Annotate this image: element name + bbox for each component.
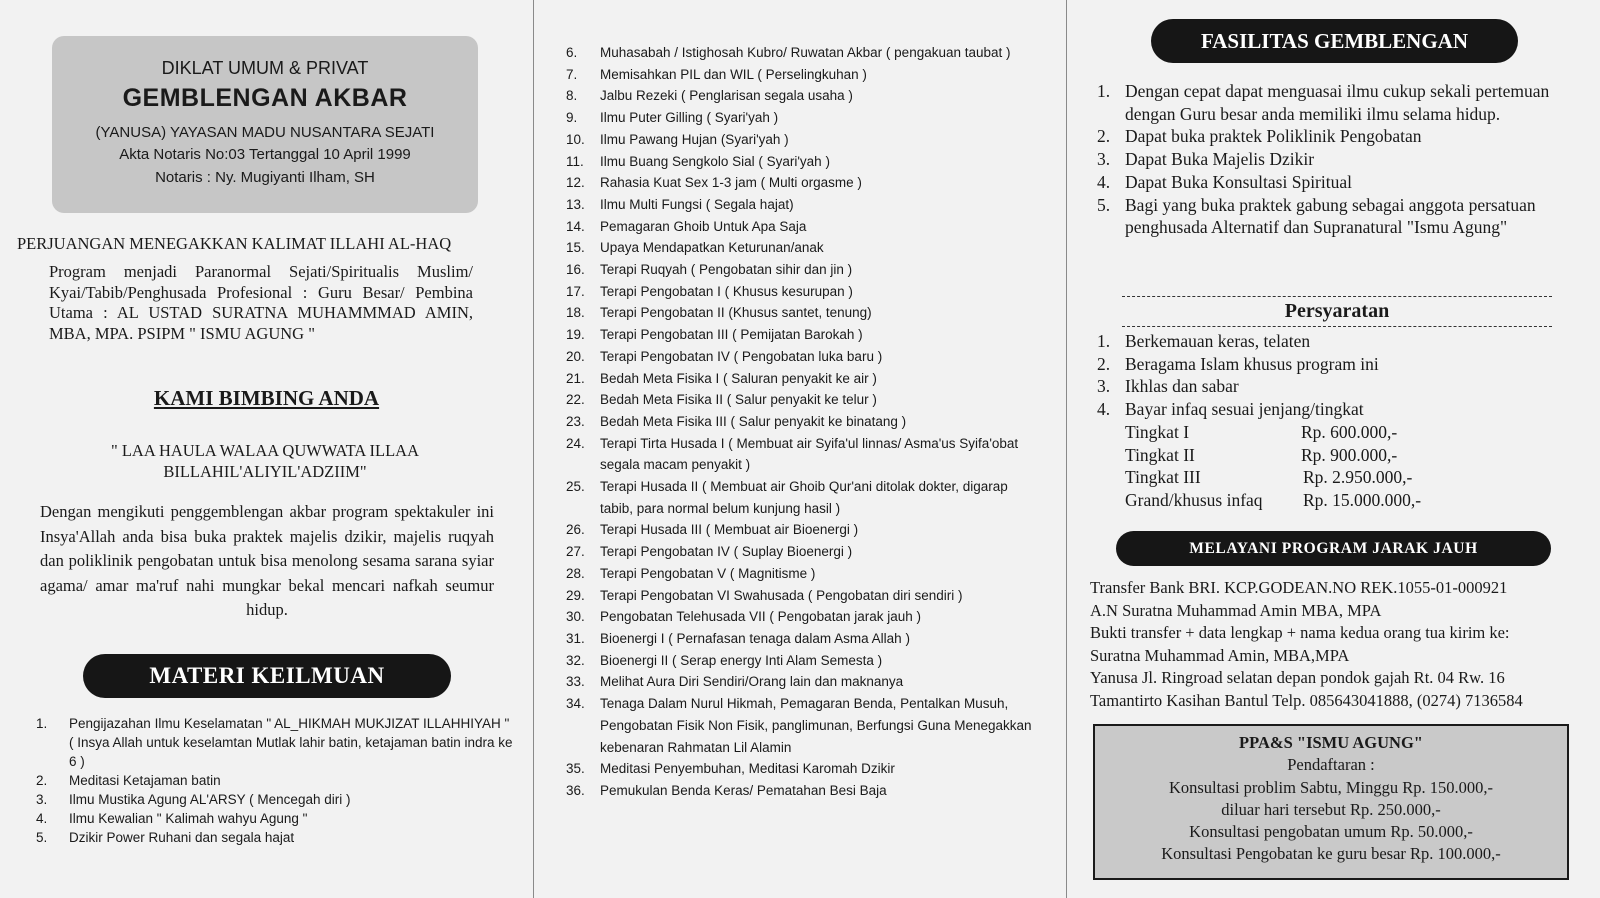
list-item-number: 6. [566, 45, 578, 60]
list-item-text: Ilmu Puter Gilling ( Syari'yah ) [600, 110, 779, 126]
list-item [566, 107, 1036, 129]
list-item-number: 4. [1097, 399, 1111, 420]
registration-box [1093, 724, 1569, 880]
list-item-number: 35. [566, 761, 585, 777]
list-item-text: Terapi Pengobatan VI Swahusada ( Pengobatan diri sendiri ) [600, 587, 963, 603]
list-item-number: 16. [566, 262, 585, 278]
transfer-info [1090, 577, 1595, 712]
list-item [566, 433, 1036, 476]
list-item-number: 30. [566, 609, 585, 625]
list-item [566, 42, 1036, 64]
list-item [566, 64, 1036, 86]
list-item-number: 18. [566, 305, 585, 321]
list-item-number: 24. [566, 435, 585, 451]
transfer-line: A.N Suratna Muhammad Amin MBA, MPA [1090, 600, 1382, 620]
list-item [1097, 80, 1577, 125]
list-item-text: Dengan cepat dapat menguasai ilmu cukup sekali pertemuan dengan Guru besar anda memiliki ilmu selama hidup. [1125, 81, 1550, 124]
list-item [566, 585, 1036, 607]
list-item [566, 172, 1036, 194]
list-item-text: Melihat Aura Diri Sendiri/Orang lain dan maknanya [600, 674, 904, 690]
registration-line: diluar hari tersebut Rp. 250.000,- [1221, 799, 1441, 819]
materi-list-continued [566, 42, 1036, 802]
list-item-text: Rahasia Kuat Sex 1-3 jam ( Multi orgasme ) [600, 175, 862, 191]
list-item-number: 33. [566, 674, 585, 690]
list-item [566, 606, 1036, 628]
header-notary-deed: Akta Notaris No:03 Tertanggal 10 April 1999 [119, 146, 411, 163]
list-item [36, 809, 516, 828]
list-item [566, 346, 1036, 368]
list-item [36, 828, 516, 847]
fasilitas-list [1097, 80, 1577, 239]
tingkat-price: Rp. 600.000,- [1301, 422, 1398, 442]
list-item-text: Ilmu Mustika Agung AL'ARSY ( Mencegah diri ) [69, 792, 351, 807]
list-item-number: 4. [1097, 171, 1111, 192]
tingkat-name: Grand/khusus infaq [1125, 490, 1263, 511]
list-item-text: Meditasi Penyembuhan, Meditasi Karomah Dzikir [600, 761, 895, 777]
list-item-number: 36. [566, 782, 585, 798]
list-item-text: Terapi Pengobatan IV ( Suplay Bioenergi ) [600, 544, 853, 560]
list-item-text: Dapat Buka Majelis Dzikir [1125, 149, 1315, 170]
list-item-number: 1. [1097, 81, 1111, 101]
list-item-text: Bayar infaq sesuai jenjang/tingkat [1125, 399, 1364, 420]
list-item-number: 2. [1097, 353, 1111, 374]
list-item [566, 194, 1036, 216]
materi-list [36, 714, 516, 847]
list-item-text: Ilmu Buang Sengkolo Sial ( Syari'yah ) [600, 153, 830, 169]
list-item [566, 563, 1036, 585]
transfer-line: Suratna Muhammad Amin, MBA,MPA [1090, 645, 1350, 665]
list-item [566, 650, 1036, 672]
list-item [566, 671, 1036, 693]
list-item-number: 2. [1097, 126, 1111, 147]
list-item [566, 368, 1036, 390]
list-item-number: 2. [36, 773, 48, 788]
transfer-line: Yanusa Jl. Ringroad selatan depan pondok gajah Rt. 04 Rw. 16 [1090, 668, 1505, 687]
list-item-text: Bedah Meta Fisika I ( Saluran penyakit ke air ) [600, 370, 877, 386]
list-item-text: Terapi Husada III ( Membuat air Bioenergi ) [600, 522, 859, 538]
list-item-text: Bioenergi I ( Pernafasan tenaga dalam Asma Allah ) [600, 630, 910, 646]
list-item [566, 628, 1036, 650]
persyaratan-heading: Persyaratan [1284, 300, 1390, 322]
list-item-number: 26. [566, 522, 585, 538]
tingkat-name: Tingkat III [1125, 467, 1201, 488]
list-item-number: 3. [1097, 376, 1111, 397]
dashed-divider [1122, 326, 1552, 327]
list-item-number: 20. [566, 348, 585, 364]
list-item-text: Terapi Pengobatan V ( Magnitisme ) [600, 565, 816, 581]
list-item-text: Bedah Meta Fisika III ( Salur penyakit ke binatang ) [600, 413, 907, 429]
laa-haula-quote: " LAA HAULA WALAA QUWWATA ILLAA BILLAHIL'ALIYIL'ADZIIM" [110, 441, 420, 481]
list-item-text: Pengijazahan Ilmu Keselamatan " AL_HIKMAH MUKJIZAT ILLAHHIYAH " ( Insya Allah untuk keselamtan Mutlak lahir batin, ketajaman batin indra ke 6 ) [69, 716, 513, 769]
panel-divider [533, 0, 534, 898]
list-item-number: 22. [566, 392, 585, 408]
program-description: Program menjadi Paranormal Sejati/Spiritualis Muslim/ Kyai/Tabib/Penghusada Profesional : Guru Besar/ Pembina Utama : AL USTAD SURATNA MUHAMMMAD AMIN, MBA, MPA. PSIPM " ISMU AGUNG " [49, 262, 473, 343]
list-item [566, 151, 1036, 173]
list-item [566, 216, 1036, 238]
list-item-number: 17. [566, 283, 585, 299]
list-item [566, 85, 1036, 107]
tingkat-price: Rp. 15.000.000,- [1303, 490, 1422, 511]
list-item-number: 25. [566, 479, 585, 495]
list-item-number: 27. [566, 544, 585, 560]
list-item-number: 8. [566, 88, 578, 104]
list-item-number: 3. [1097, 149, 1111, 170]
list-item-text: Bioenergi II ( Serap energy Inti Alam Semesta ) [600, 652, 883, 668]
registration-line: Konsultasi problim Sabtu, Minggu Rp. 150.000,- [1168, 777, 1494, 797]
list-item-text: Jalbu Rezeki ( Penglarisan segala usaha ) [600, 88, 853, 104]
list-item-text: Terapi Pengobatan I ( Khusus kesurupan ) [600, 283, 853, 299]
list-item-text: Dapat Buka Konsultasi Spiritual [1125, 171, 1352, 192]
list-item-number: 5. [36, 830, 48, 845]
list-item-text: Bagi yang buka praktek gabung sebagai anggota persatuan penghusada Alternatif dan Supranatural "Ismu Agung" [1125, 194, 1536, 238]
list-item [566, 693, 1036, 758]
list-item [1097, 375, 1557, 398]
list-item [1097, 194, 1577, 239]
list-item-number: 1. [36, 716, 48, 731]
panel-divider [1066, 0, 1067, 898]
registration-line: Pendaftaran : [1287, 755, 1375, 775]
transfer-line: Transfer Bank BRI. KCP.GODEAN.NO REK.1055-01-000921 [1090, 578, 1508, 597]
header-org-name: (YANUSA) YAYASAN MADU NUSANTARA SEJATI [95, 124, 435, 141]
tingkat-name: Tingkat I [1125, 422, 1190, 442]
list-item-text: Muhasabah / Istighosah Kubro/ Ruwatan Akbar ( pengakuan taubat ) [600, 45, 1011, 60]
fasilitas-heading: FASILITAS GEMBLENGAN [1151, 19, 1518, 63]
header-title: GEMBLENGAN AKBAR [122, 84, 408, 112]
list-item-number: 21. [566, 370, 585, 386]
list-item-number: 10. [566, 131, 585, 147]
list-item [1097, 148, 1577, 171]
list-item-text: Dapat buka praktek Poliklinik Pengobatan [1125, 126, 1422, 147]
list-item-number: 14. [566, 218, 585, 234]
list-item-number: 29. [566, 587, 585, 603]
list-item-number: 1. [1097, 331, 1111, 351]
list-item [1097, 398, 1557, 421]
list-item-text: Beragama Islam khusus program ini [1125, 353, 1379, 374]
list-item-number: 13. [566, 196, 585, 212]
jarak-jauh-heading: MELAYANI PROGRAM JARAK JAUH [1116, 531, 1551, 566]
list-item-text: Terapi Pengobatan IV ( Pengobatan luka baru ) [600, 348, 883, 364]
list-item-text: Terapi Pengobatan II (Khusus santet, tenung) [600, 305, 872, 321]
list-item-number: 34. [566, 696, 585, 712]
materi-keilmuan-heading: MATERI KEILMUAN [83, 654, 451, 698]
list-item [566, 476, 1036, 519]
list-item [36, 771, 516, 790]
list-item-number: 3. [36, 792, 48, 807]
list-item [566, 389, 1036, 411]
list-item-text: Ilmu Kewalian " Kalimah wahyu Agung " [69, 811, 308, 826]
list-item [566, 758, 1036, 780]
tingkat-name: Tingkat II [1125, 444, 1195, 465]
list-item [36, 714, 516, 771]
list-item-number: 4. [36, 811, 48, 826]
list-item-text: Meditasi Ketajaman batin [69, 773, 221, 788]
list-item [1097, 125, 1577, 148]
tingkat-price: Rp. 900.000,- [1301, 444, 1398, 465]
list-item-text: Terapi Ruqyah ( Pengobatan sihir dan jin ) [600, 262, 853, 278]
perjuangan-heading: PERJUANGAN MENEGAKKAN KALIMAT ILLAHI AL-HAQ [17, 234, 452, 253]
list-item-text: Bedah Meta Fisika II ( Salur penyakit ke telur ) [600, 392, 877, 408]
list-item-text: Ilmu Multi Fungsi ( Segala hajat) [600, 196, 794, 212]
list-item [566, 324, 1036, 346]
list-item-number: 28. [566, 565, 585, 581]
kami-bimbing-heading: KAMI BIMBING ANDA [153, 386, 380, 410]
transfer-line: Bukti transfer + data lengkap + nama kedua orang tua kirim ke: [1090, 623, 1510, 642]
list-item-number: 11. [566, 153, 584, 169]
list-item-number: 23. [566, 413, 585, 429]
list-item-text: Pemagaran Ghoib Untuk Apa Saja [600, 218, 807, 234]
header-notary: Notaris : Ny. Mugiyanti Ilham, SH [155, 169, 375, 186]
list-item-text: Pemukulan Benda Keras/ Pematahan Besi Baja [600, 782, 887, 798]
list-item-text: Terapi Tirta Husada I ( Membuat air Syifa'ul linnas/ Asma'us Syifa'obat segala macam penyakit ) [600, 435, 1019, 473]
list-item-text: Memisahkan PIL dan WIL ( Perselingkuhan ) [600, 66, 867, 82]
registration-box-title: PPA&S "ISMU AGUNG" [1239, 733, 1423, 752]
list-item-number: 12. [566, 175, 585, 191]
header-subtitle: DIKLAT UMUM & PRIVAT [161, 58, 369, 78]
list-item [566, 411, 1036, 433]
registration-line: Konsultasi Pengobatan ke guru besar Rp. 100.000,- [1161, 844, 1501, 864]
list-item [36, 790, 516, 809]
list-item-number: 9. [566, 110, 578, 126]
header-box [52, 36, 478, 213]
list-item [1097, 353, 1557, 376]
list-item-text: Ilmu Pawang Hujan (Syari'yah ) [600, 131, 789, 147]
list-item [566, 541, 1036, 563]
list-item [566, 129, 1036, 151]
list-item-text: Pengobatan Telehusada VII ( Pengobatan jarak jauh ) [600, 609, 921, 625]
list-item [566, 302, 1036, 324]
list-item-number: 19. [566, 327, 585, 343]
list-item [566, 281, 1036, 303]
list-item-number: 5. [1097, 194, 1111, 215]
list-item-text: Tenaga Dalam Nurul Hikmah, Pemagaran Benda, Pentalkan Musuh, Pengobatan Fisik Non Fisik, panglimunan, Berfungsi Guna Menegakkan kebenaran Rahmatan Lil Alamin [600, 696, 1032, 755]
transfer-line: Tamantirto Kasihan Bantul Telp. 085643041888, (0274) 7136584 [1090, 690, 1523, 710]
list-item-text: Terapi Pengobatan III ( Pemijatan Barokah ) [600, 327, 863, 343]
list-item [566, 780, 1036, 802]
list-item-text: Dzikir Power Ruhani dan segala hajat [69, 830, 295, 845]
list-item-number: 32. [566, 652, 585, 668]
list-item-text: Terapi Husada II ( Membuat air Ghoib Qur'ani ditolak dokter, digarap tabib, para normal belum kunjung hasil ) [600, 479, 1008, 516]
persyaratan-list [1097, 330, 1557, 421]
list-item-text: Berkemauan keras, telaten [1125, 331, 1311, 351]
list-item-number: 31. [566, 630, 585, 646]
list-item-number: 15. [566, 240, 585, 256]
program-benefit-paragraph: Dengan mengikuti penggemblengan akbar program spektakuler ini Insya'Allah anda bisa buka praktek majelis dzikir, majelis ruqyah dan poliklinik pengobatan untuk bisa menolong sesama sarana syiar agama/ amar ma'ruf nahi mungkar bekal mencari nafkah seumur hidup. [40, 502, 494, 619]
list-item [566, 237, 1036, 259]
list-item [1097, 171, 1577, 194]
list-item-text: Upaya Mendapatkan Keturunan/anak [600, 240, 824, 256]
tingkat-price: Rp. 2.950.000,- [1303, 467, 1413, 488]
list-item [566, 519, 1036, 541]
list-item-number: 7. [566, 66, 578, 82]
dashed-divider [1122, 296, 1552, 297]
registration-line: Konsultasi pengobatan umum Rp. 50.000,- [1189, 822, 1473, 842]
list-item [566, 259, 1036, 281]
list-item [1097, 330, 1557, 353]
list-item-text: Ikhlas dan sabar [1125, 376, 1239, 397]
